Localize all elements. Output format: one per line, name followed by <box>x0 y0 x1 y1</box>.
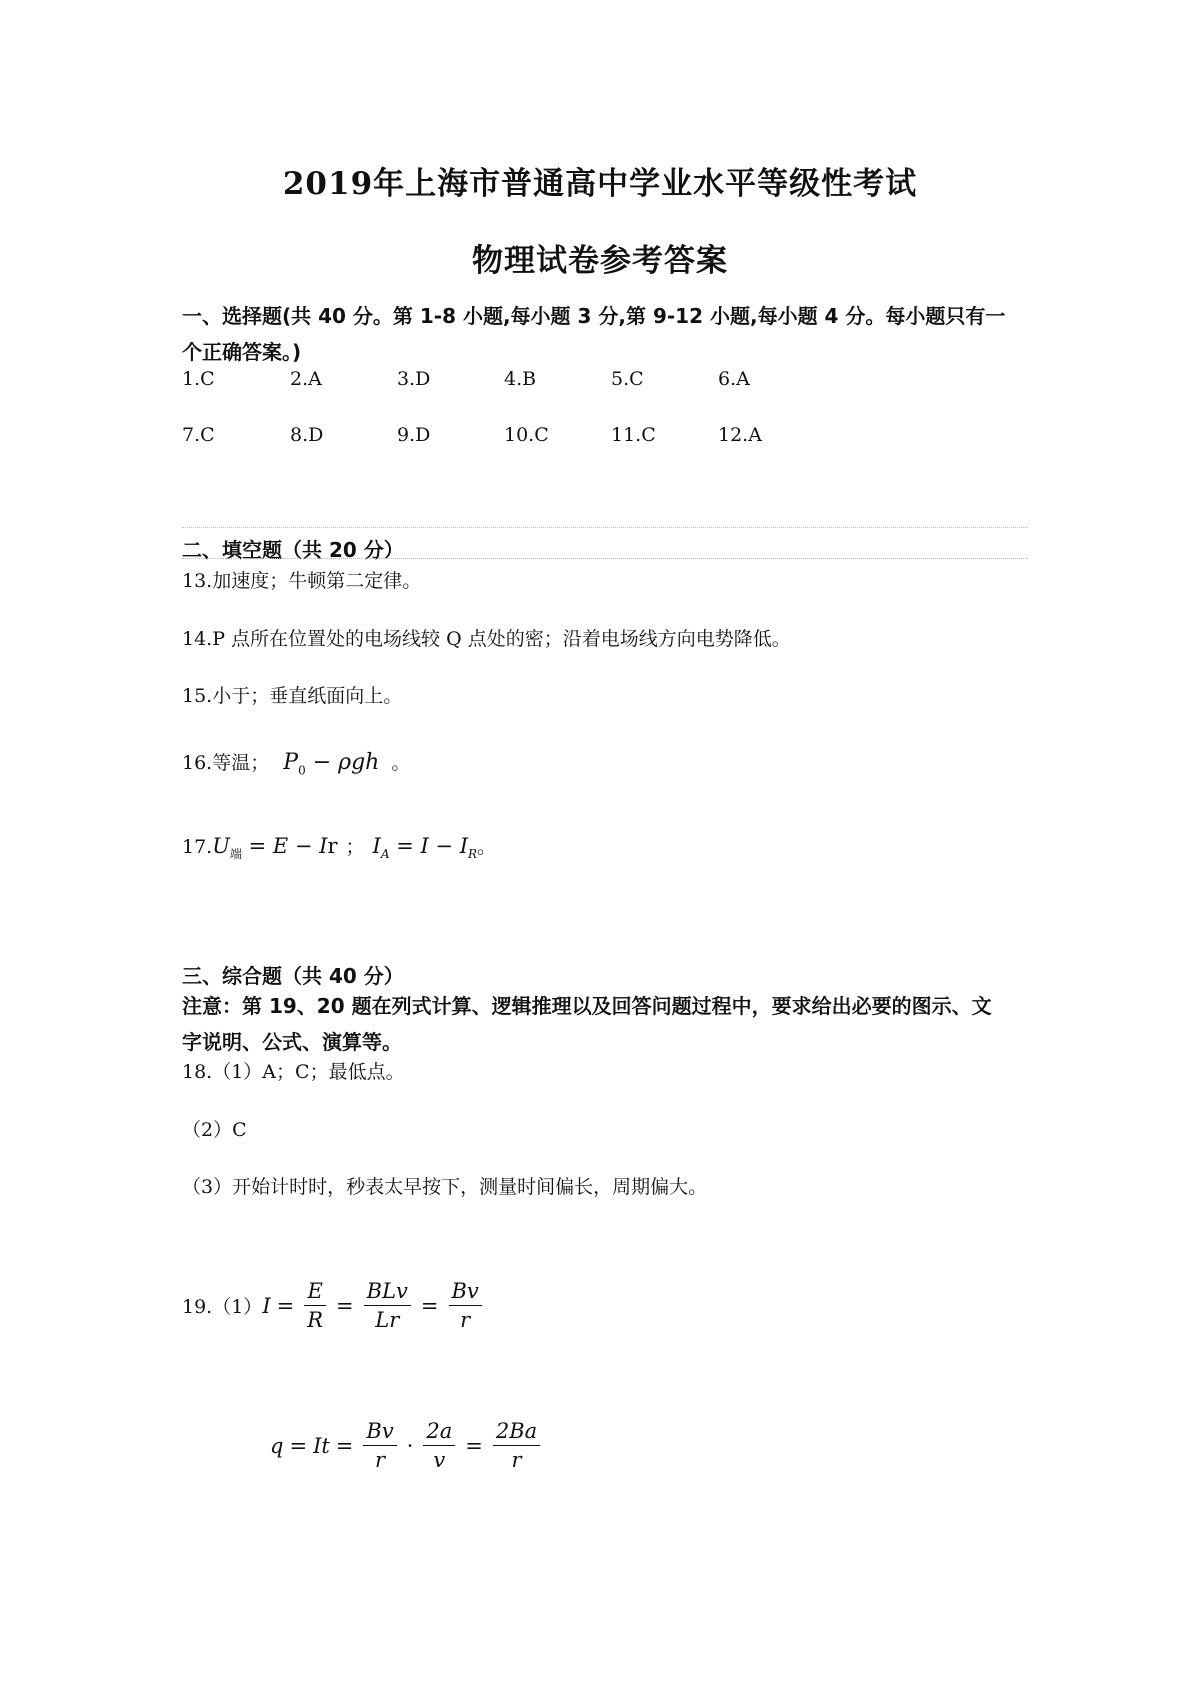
formula-19-current: I = $\frac{E}{R}$ = $\frac{\text{BLv}}{Lr}$ = $\frac{Bv}{r}$ <box>262 1280 485 1331</box>
answer-15: 15.小于；垂直纸面向上。 <box>182 685 403 707</box>
section1-heading: 一、选择题(共 40 分。第 1-8 小题,每小题 3 分,第 9-12 小题,每小题 4 分。每小题只有一 个正确答案。) <box>182 304 1006 364</box>
mc-answer-8: 8.D <box>290 424 324 446</box>
answer-16: 16.等温； $P_0 - \rho gh$ 。 <box>182 750 411 778</box>
mc-answer-2: 2.A <box>290 368 322 390</box>
answer-18-3: （3）开始计时时，秒表太早按下，测量时间偏长，周期偏大。 <box>182 1176 708 1198</box>
answer-19-charge <box>270 1420 544 1471</box>
section3-note: 注意：第 19、20 题在列式计算、逻辑推理以及回答问题过程中，要求给出必要的图示、文 字说明、公式、演算等。 <box>182 994 992 1054</box>
mc-answer-12: 12.A <box>718 424 762 446</box>
mc-answer-6: 6.A <box>718 368 750 390</box>
divider-top <box>182 527 1028 528</box>
answer-17: $17.U_端 = E - Ir$ ； $I_A = I - I_R$。 <box>182 834 497 862</box>
section2-heading: 二、填空题（共 20 分） <box>182 538 404 562</box>
page-subtitle: 物理试卷参考答案 <box>472 243 728 279</box>
mc-answer-3: 3.D <box>397 368 431 390</box>
mc-answer-7: 7.C <box>182 424 215 446</box>
divider-bottom <box>182 558 1028 559</box>
formula-17: $U_端 = E - Ir$ <box>212 834 338 862</box>
mc-answer-11: 11.C <box>611 424 656 446</box>
mc-answer-1: 1.C <box>182 368 215 390</box>
mc-answer-4: 4.B <box>504 368 537 390</box>
answer-14: 14.P 点所在位置处的电场线较 Q 点处的密；沿着电场线方向电势降低。 <box>182 628 791 650</box>
formula-16: $P_0 - \rho gh$ <box>283 750 380 778</box>
answer-19-1: 19.（1） I = $\frac{E}{R}$ = $\frac{\text{BLv}}{Lr}$ = $\frac{Bv}{r}$ <box>182 1280 486 1331</box>
mc-answer-10: 10.C <box>504 424 549 446</box>
section3-heading: 三、综合题（共 40 分） <box>182 964 404 988</box>
mc-answer-5: 5.C <box>611 368 644 390</box>
formula-19-charge: q = It = $\frac{Bv}{r}$ · $\frac{2a}{v}$ = $\frac{2Ba}{r}$ <box>270 1420 544 1471</box>
answer-13: 13.加速度；牛顿第二定律。 <box>182 570 422 592</box>
mc-answer-9: 9.D <box>397 424 431 446</box>
answer-18-2: （2）C <box>182 1119 247 1141</box>
page-title: 2019年上海市普通高中学业水平等级性考试 <box>282 166 918 202</box>
answer-18-1: 18.（1）A；C；最低点。 <box>182 1061 405 1083</box>
